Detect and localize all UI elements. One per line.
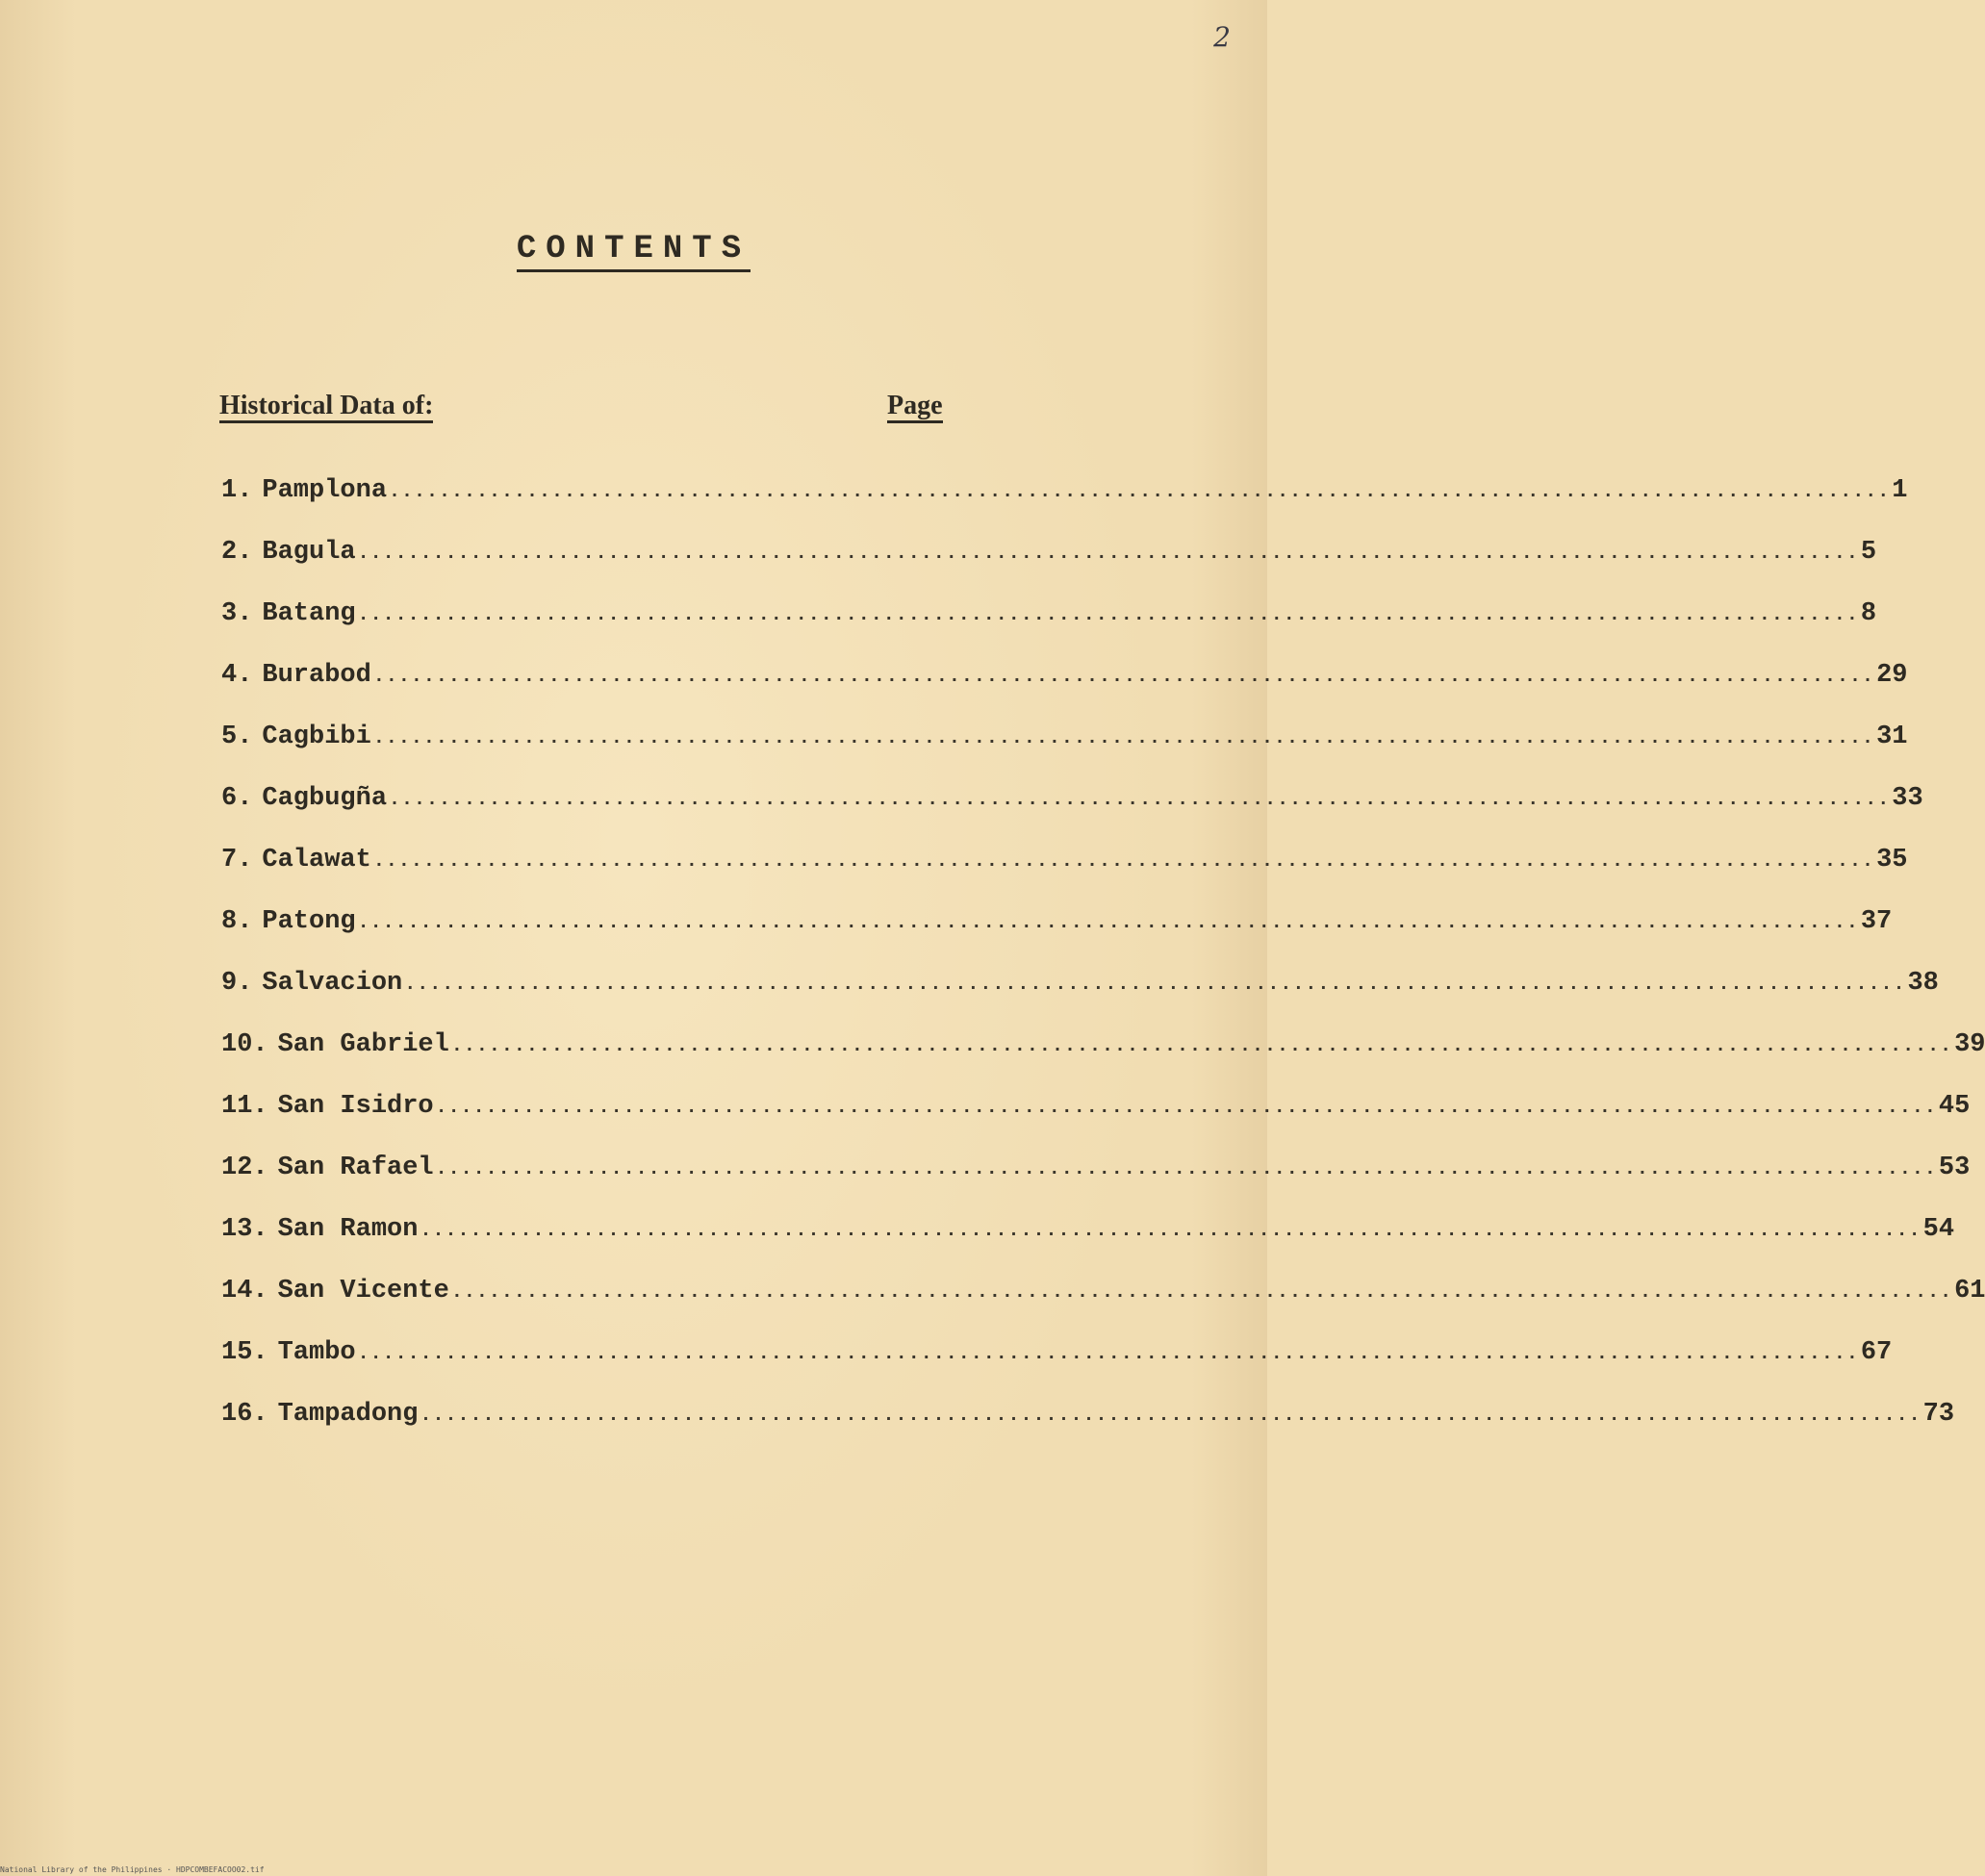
dot-leader: ........................................................................................................................: [372, 727, 1875, 749]
toc-entry-name: Calawat: [262, 846, 371, 875]
toc-entry-name: San Rafael: [277, 1153, 434, 1182]
toc-entry: [221, 1030, 1985, 1092]
toc-entry: [221, 1215, 1955, 1277]
toc-entry-page: 33: [1892, 784, 1923, 813]
dot-leader: ........................................................................................................................: [389, 789, 1891, 811]
toc-entry-page: 31: [1876, 723, 1908, 751]
toc-entry-page: 29: [1876, 661, 1908, 690]
dot-leader: ........................................................................................................................: [450, 1281, 1953, 1304]
toc-entry-page: 35: [1876, 846, 1908, 875]
dot-leader: ........................................................................................................................: [404, 974, 1906, 996]
toc-entry-number: 5.: [221, 723, 253, 751]
toc-entry-name: Burabod: [262, 661, 371, 690]
toc-entry: [221, 1400, 1955, 1461]
dot-leader: ........................................................................................................................: [420, 1220, 1921, 1242]
toc-entry: [221, 1092, 1971, 1153]
dot-leader: ........................................................................................................................: [372, 850, 1875, 873]
toc-entry: [221, 784, 1923, 846]
toc-entry-name: Pamplona: [262, 476, 388, 505]
page-number-handwritten: 2: [1213, 21, 1231, 53]
dot-leader: ........................................................................................................................: [357, 1343, 1859, 1365]
toc-entry-page: 53: [1938, 1153, 1971, 1182]
toc-entry-page: 1: [1892, 476, 1908, 505]
toc-entry-page: 67: [1860, 1338, 1893, 1367]
toc-entry-name: Batang: [262, 599, 356, 628]
column-header-historical: Historical Data of:: [219, 392, 433, 423]
toc-entry-number: 7.: [221, 846, 253, 875]
dot-leader: ........................................................................................................................: [389, 481, 1891, 503]
dot-leader: ........................................................................................................................: [420, 1405, 1921, 1427]
toc-entry: [221, 1338, 1893, 1400]
toc-entry-page: 73: [1922, 1400, 1955, 1429]
toc-entry-number: 10.: [221, 1030, 268, 1059]
toc-entry-number: 14.: [221, 1277, 268, 1306]
toc-entry-name: San Isidro: [277, 1092, 434, 1121]
toc-entry: [221, 723, 1908, 784]
toc-entry-name: Tampadong: [277, 1400, 419, 1429]
dot-leader: ........................................................................................................................: [357, 912, 1859, 934]
toc-entry-name: San Gabriel: [277, 1030, 449, 1059]
toc-entry-number: 13.: [221, 1215, 268, 1244]
toc-entry-name: Cagbugña: [262, 784, 388, 813]
toc-entry-number: 15.: [221, 1338, 268, 1367]
toc-entry-number: 11.: [221, 1092, 268, 1121]
dot-leader: ........................................................................................................................: [357, 604, 1859, 626]
table-of-contents: [221, 476, 1985, 1461]
toc-entry-number: 8.: [221, 907, 253, 936]
toc-entry-page: 54: [1922, 1215, 1955, 1244]
dot-leader: ........................................................................................................................: [435, 1097, 1937, 1119]
toc-entry-number: 12.: [221, 1153, 268, 1182]
toc-entry: [221, 1153, 1971, 1215]
dot-leader: ........................................................................................................................: [435, 1158, 1937, 1180]
dot-leader: ........................................................................................................................: [357, 543, 1859, 565]
toc-entry: [221, 846, 1908, 907]
toc-entry-page: 38: [1907, 969, 1939, 998]
toc-entry-page: 37: [1860, 907, 1893, 936]
dot-leader: ........................................................................................................................: [450, 1035, 1953, 1057]
toc-entry-page: 39: [1954, 1030, 1985, 1059]
toc-entry-number: 2.: [221, 538, 253, 567]
toc-entry-page: 8: [1860, 599, 1877, 628]
toc-entry: [221, 599, 1877, 661]
toc-entry-name: Salvacion: [262, 969, 403, 998]
toc-entry-number: 6.: [221, 784, 253, 813]
toc-entry-name: Tambo: [277, 1338, 356, 1367]
column-header-page: Page: [887, 392, 943, 423]
toc-entry-number: 1.: [221, 476, 253, 505]
toc-entry-number: 9.: [221, 969, 253, 998]
toc-entry-page: 5: [1860, 538, 1877, 567]
toc-entry: [221, 969, 1939, 1030]
dot-leader: ........................................................................................................................: [372, 666, 1875, 688]
archive-footer: National Library of the Philippines · HDPCOMBEFACOO02.tif: [0, 1865, 265, 1874]
toc-entry-name: Patong: [262, 907, 356, 936]
toc-entry-number: 3.: [221, 599, 253, 628]
toc-entry-number: 16.: [221, 1400, 268, 1429]
toc-entry-number: 4.: [221, 661, 253, 690]
toc-entry-name: San Ramon: [277, 1215, 419, 1244]
toc-entry-page: 61: [1954, 1277, 1985, 1306]
toc-entry: [221, 476, 1908, 538]
title-text: CONTENTS: [517, 231, 751, 272]
toc-entry: [221, 1277, 1985, 1338]
toc-entry: [221, 538, 1877, 599]
toc-entry-name: Cagbibi: [262, 723, 371, 751]
toc-entry-page: 45: [1938, 1092, 1971, 1121]
toc-entry: [221, 661, 1908, 723]
page-title: [0, 231, 1267, 267]
toc-entry: [221, 907, 1893, 969]
toc-entry-name: Bagula: [262, 538, 356, 567]
toc-entry-name: San Vicente: [277, 1277, 449, 1306]
